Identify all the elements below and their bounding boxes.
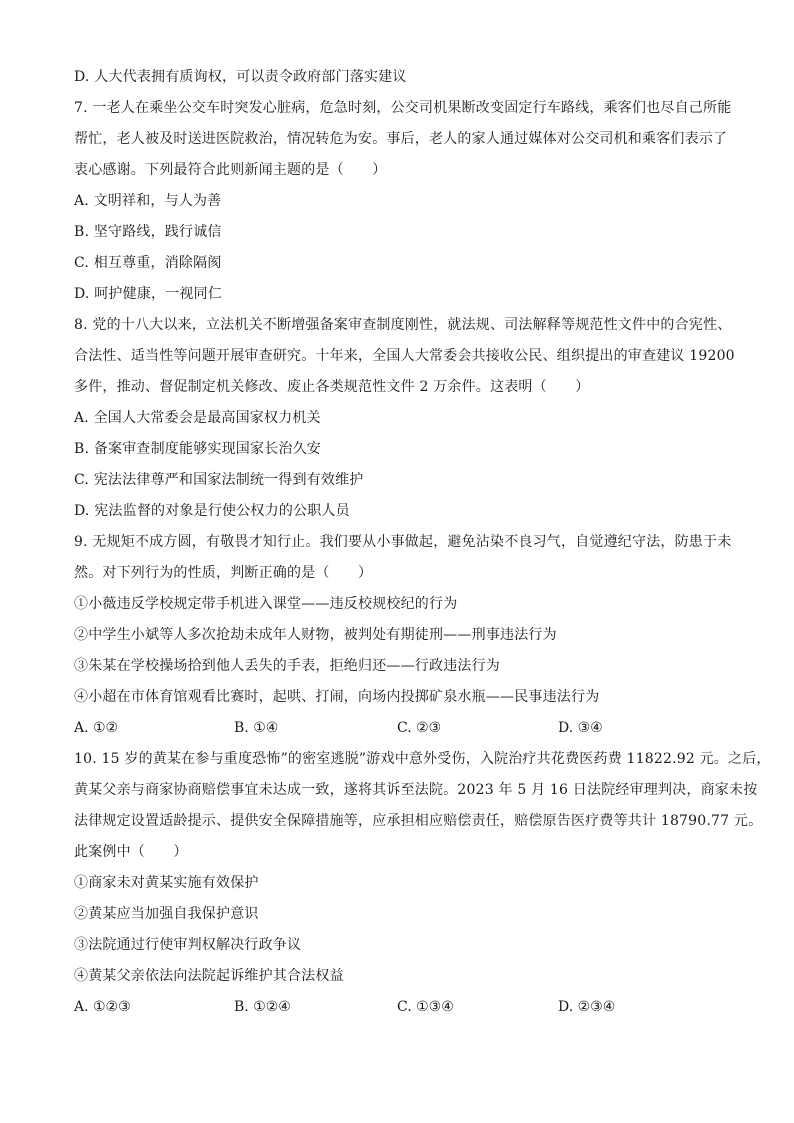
q8-option-b: B. 备案审查制度能够实现国家长治久安: [74, 441, 321, 457]
q10-statement-3: ③法院通过行使审判权解决行政争议: [74, 937, 302, 953]
q10-choice-c: C. ①③④: [397, 999, 454, 1015]
q7-option-d: D. 呵护健康，一视同仁: [74, 286, 223, 302]
q8-stem-line: 8. 党的十八大以来，立法机关不断增强备案审查制度刚性，就法规、司法解释等规范性文件中的合宪性、: [74, 317, 732, 333]
q9-choice-c: C. ②③: [397, 720, 442, 736]
q7-option-b: B. 坚守路线，践行诚信: [74, 224, 222, 240]
q10-stem-line: 此案例中（ ）: [74, 844, 188, 860]
q10-statement-4: ④黄某父亲依法向法院起诉维护其合法权益: [74, 968, 344, 984]
question-9: [74, 527, 734, 744]
q9-statement-3: ③朱某在学校操场拾到他人丢失的手表，拒绝归还——行政违法行为: [74, 658, 500, 674]
question-8: [74, 310, 734, 527]
q7-option-c: C. 相互尊重，消除隔阂: [74, 255, 222, 271]
prev-option-d: D. 人大代表拥有质询权，可以责令政府部门落实建议: [74, 69, 407, 85]
q7-stem-line: 7. 一老人在乘坐公交车时突发心脏病，危急时刻，公交司机果断改变固定行车路线，乘客们也尽自己所能: [74, 100, 732, 116]
q8-stem-line: 多件，推动、督促制定机关修改、废止各类规范性文件 2 万余件。这表明（ ）: [74, 379, 590, 395]
q9-choice-d: D. ③④: [558, 720, 603, 736]
question-7: [74, 93, 734, 310]
q8-stem-line: 合法性、适当性等问题开展审查研究。十年来，全国人大常委会共接收公民、组织提出的审查建议 19200: [74, 348, 735, 364]
question-10: [74, 744, 771, 1023]
q10-choice-b: B. ①②④: [234, 999, 291, 1015]
q10-statement-2: ②黄某应当加强自我保护意识: [74, 906, 259, 922]
q10-statement-1: ①商家未对黄某实施有效保护: [74, 875, 259, 891]
q9-stem-line: 9. 无规矩不成方圆，有敬畏才知行止。我们要从小事做起，避免沾染不良习气，自觉遵纪守法，防患于未: [74, 534, 732, 550]
q9-choice-a: A. ①②: [74, 720, 119, 736]
q7-stem-line: 帮忙，老人被及时送进医院救治，情况转危为安。事后，老人的家人通过媒体对公交司机和乘客们表示了: [74, 131, 728, 147]
q8-option-a: A. 全国人大常委会是最高国家权力机关: [74, 410, 321, 426]
q10-choice-a: A. ①②③: [74, 999, 131, 1015]
q10-stem-line: 黄某父亲与商家协商赔偿事宜未达成一致，遂将其诉至法院。2023 年 5 月 16 日法院经审理判决，商家未按: [74, 782, 758, 798]
q9-stem-line: 然。对下列行为的性质，判断正确的是（ ）: [74, 565, 373, 581]
q9-statement-2: ②中学生小斌等人多次抢劫未成年人财物，被判处有期徒刑——刑事违法行为: [74, 627, 557, 643]
q8-option-d: D. 宪法监督的对象是行使公权力的公职人员: [74, 503, 350, 519]
q9-choice-b: B. ①④: [234, 720, 279, 736]
q9-statement-1: ①小薇违反学校规定带手机进入课堂——违反校规校纪的行为: [74, 596, 458, 612]
q7-stem-line: 衷心感谢。下列最符合此则新闻主题的是（ ）: [74, 162, 387, 178]
q10-choices: [74, 992, 734, 1023]
q8-option-c: C. 宪法法律尊严和国家法制统一得到有效维护: [74, 472, 364, 488]
q10-stem-line: 法律规定设置适龄提示、提供安全保障措施等，应承担相应赔偿责任，赔偿原告医疗费等共计 18790.77 元。: [74, 813, 763, 829]
q9-choices: [74, 713, 734, 744]
q7-option-a: A. 文明祥和，与人为善: [74, 193, 222, 209]
q10-stem-line: 10. 15 岁的黄某在参与重度恐怖”的密室逃脱”游戏中意外受伤，入院治疗共花费医药费 11822.92 元。之后，: [74, 751, 771, 767]
exam-page: [74, 62, 771, 1023]
q10-choice-d: D. ②③④: [558, 999, 616, 1015]
q9-statement-4: ④小超在市体育馆观看比赛时，起哄、打闹，向场内投掷矿泉水瓶——民事违法行为: [74, 689, 600, 705]
